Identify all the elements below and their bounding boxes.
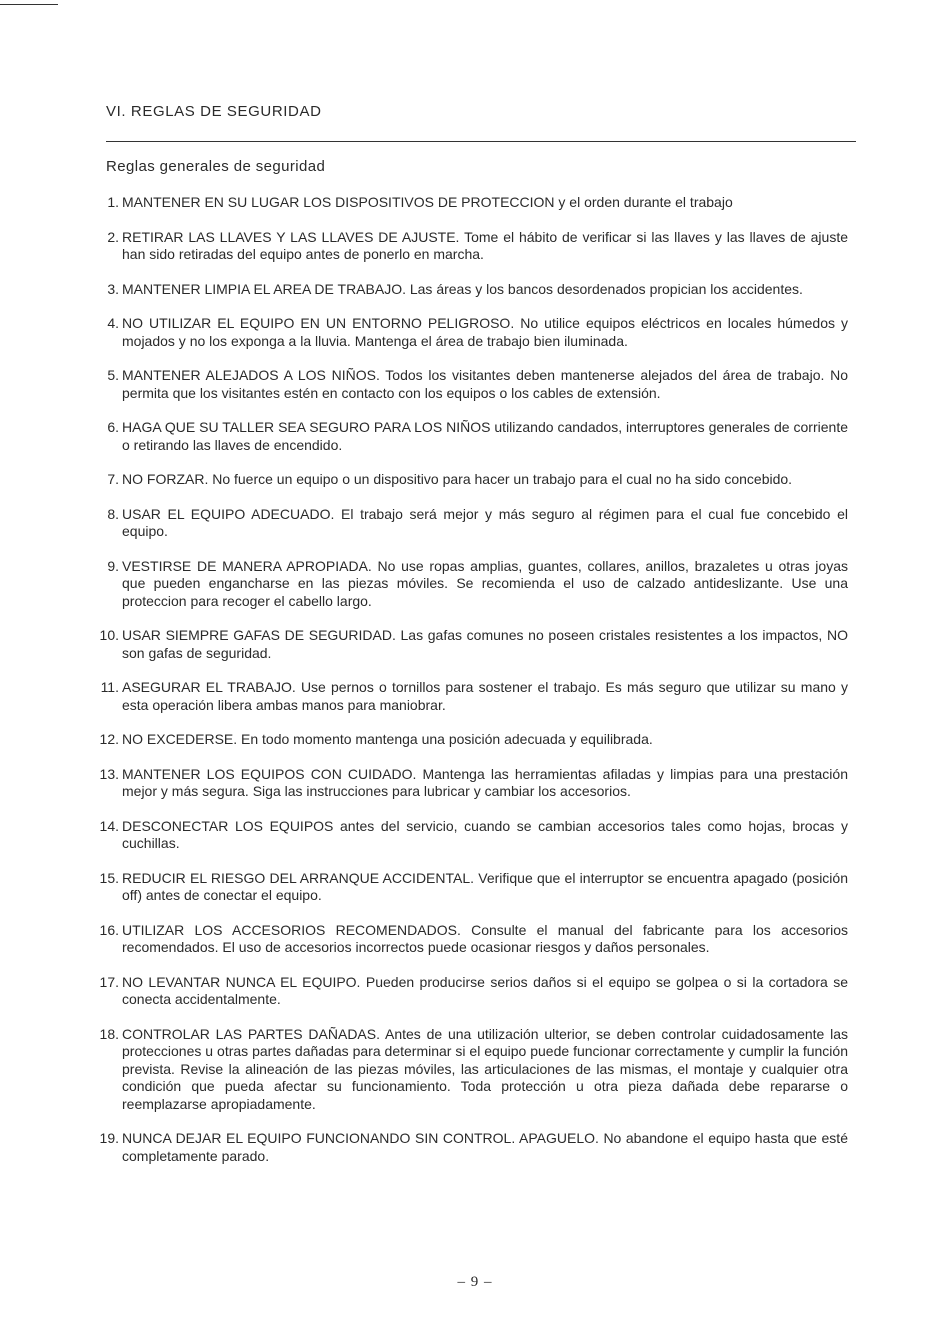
rule-text: RETIRAR LAS LLAVES Y LAS LLAVES DE AJUSTE. Tome el hábito de verificar si las llaves y las llaves de ajuste han sido retiradas del equipo antes de ponerlo en marcha. bbox=[122, 228, 848, 262]
rule-number: 4. bbox=[107, 315, 119, 331]
rule-item-2 bbox=[92, 229, 848, 264]
safety-rules-list bbox=[92, 194, 848, 1182]
rule-item-11 bbox=[92, 679, 848, 714]
rule-number: 14. bbox=[99, 817, 119, 834]
rule-number: 17. bbox=[99, 973, 119, 990]
rule-item-17 bbox=[92, 974, 848, 1009]
rule-number: 6. bbox=[107, 419, 119, 435]
rule-number: 9. bbox=[107, 557, 119, 574]
rule-item-18 bbox=[92, 1026, 848, 1114]
rule-text: MANTENER LIMPIA EL AREA DE TRABAJO. Las áreas y los bancos desordenados propician los accidentes. bbox=[122, 280, 803, 297]
rule-text: USAR EL EQUIPO ADECUADO. El trabajo será mejor y más seguro al régimen para el cual fue concebido el equipo. bbox=[122, 505, 848, 539]
rule-number: 3. bbox=[107, 280, 119, 297]
rule-text: MANTENER ALEJADOS A LOS NIÑOS. Todos los visitantes deben mantenerse alejados del área de trabajo. No permita que los visitantes estén en contacto con los equipos o los cables de extensión. bbox=[122, 367, 848, 401]
rule-item-3 bbox=[92, 281, 848, 299]
rule-item-6 bbox=[92, 419, 848, 454]
rule-text: NO EXCEDERSE. En todo momento mantenga una posición adecuada y equilibrada. bbox=[122, 731, 653, 747]
rule-text: NUNCA DEJAR EL EQUIPO FUNCIONANDO SIN CONTROL. APAGUELO. No abandone el equipo hasta que esté completamente parado. bbox=[122, 1130, 848, 1164]
rule-number: 2. bbox=[107, 228, 119, 245]
rule-item-4 bbox=[92, 315, 848, 350]
rule-number: 11. bbox=[100, 679, 119, 695]
rule-text: MANTENER EN SU LUGAR LOS DISPOSITIVOS DE PROTECCION y el orden durante el trabajo bbox=[122, 194, 733, 210]
rule-item-9 bbox=[92, 558, 848, 611]
rule-text: ASEGURAR EL TRABAJO. Use pernos o tornillos para sostener el trabajo. Es más seguro que utilizar su mano y esta operación libera ambas manos para maniobrar. bbox=[122, 679, 848, 713]
rule-text: NO UTILIZAR EL EQUIPO EN UN ENTORNO PELIGROSO. No utilice equipos eléctricos en locales húmedos y mojados y no los exponga a la lluvia. Mantenga el área de trabajo bien iluminada. bbox=[122, 315, 848, 349]
rule-text: CONTROLAR LAS PARTES DAÑADAS. Antes de una utilización ulterior, se deben controlar cuidadosamente las protecciones u otras partes dañadas para determinar si el equipo puede funcionar correctamente y cumplir la función prevista. Revise la alineación de las piezas móviles, las articulaciones de las mismas, el montaje y cualquier otra condición que pueda afectar su funcionamiento. Toda protección u otra pieza dañada debe repararse o reemplazarse apropiadamente. bbox=[122, 1025, 848, 1112]
rule-number: 15. bbox=[99, 869, 119, 886]
rule-text: USAR SIEMPRE GAFAS DE SEGURIDAD. Las gafas comunes no poseen cristales resistentes a los impactos, NO son gafas de seguridad. bbox=[122, 627, 848, 661]
rule-number: 18. bbox=[99, 1025, 119, 1042]
rule-item-13 bbox=[92, 766, 848, 801]
rule-item-7 bbox=[92, 471, 848, 489]
rule-number: 8. bbox=[107, 505, 119, 522]
rule-number: 1. bbox=[107, 194, 119, 210]
rule-item-8 bbox=[92, 506, 848, 541]
rule-item-14 bbox=[92, 818, 848, 853]
title-divider bbox=[106, 141, 856, 142]
rule-item-1 bbox=[92, 194, 848, 212]
rule-text: REDUCIR EL RIESGO DEL ARRANQUE ACCIDENTAL. Verifique que el interruptor se encuentra apagado (posición off) antes de conectar el equipo. bbox=[122, 869, 848, 903]
rule-text: MANTENER LOS EQUIPOS CON CUIDADO. Mantenga las herramientas afiladas y limpias para una prestación mejor y más segura. Siga las instrucciones para lubricar y cambiar los accesorios. bbox=[122, 765, 848, 799]
rule-number: 10. bbox=[99, 627, 119, 643]
rule-text: HAGA QUE SU TALLER SEA SEGURO PARA LOS NIÑOS utilizando candados, interruptores generales de corriente o retirando las llaves de encendido. bbox=[122, 419, 848, 453]
rule-number: 16. bbox=[99, 921, 119, 938]
rule-text: DESCONECTAR LOS EQUIPOS antes del servicio, cuando se cambian accesorios tales como hojas, brocas y cuchillas. bbox=[122, 817, 848, 851]
section-title: VI. REGLAS DE SEGURIDAD bbox=[106, 103, 322, 120]
rule-number: 7. bbox=[107, 471, 119, 487]
rule-text: VESTIRSE DE MANERA APROPIADA. No use ropas amplias, guantes, collares, anillos, brazaletes u otras joyas que pueden engancharse en las piezas móviles. Se recomienda el uso de calzado antideslizante. Use una proteccion para recoger el cabello largo. bbox=[122, 557, 848, 609]
page-number: – 9 – bbox=[457, 1274, 493, 1290]
rule-number: 19. bbox=[99, 1130, 119, 1146]
rule-item-12 bbox=[92, 731, 848, 749]
rule-item-10 bbox=[92, 627, 848, 662]
rule-number: 13. bbox=[99, 765, 119, 782]
rule-text: NO FORZAR. No fuerce un equipo o un dispositivo para hacer un trabajo para el cual no ha sido concebido. bbox=[122, 471, 793, 487]
rule-number: 5. bbox=[107, 367, 119, 383]
rule-item-15 bbox=[92, 870, 848, 905]
corner-scan-mark bbox=[0, 4, 58, 5]
rule-text: NO LEVANTAR NUNCA EL EQUIPO. Pueden producirse serios daños si el equipo se golpea o si la cortadora se conecta accidentalmente. bbox=[122, 973, 848, 1007]
subsection-title: Reglas generales de seguridad bbox=[106, 158, 326, 175]
rule-item-5 bbox=[92, 367, 848, 402]
rule-item-19 bbox=[92, 1130, 848, 1165]
rule-text: UTILIZAR LOS ACCESORIOS RECOMENDADOS. Consulte el manual del fabricante para los accesorios recomendados. El uso de accesorios incorrectos puede ocasionar riesgos y daños personales. bbox=[122, 921, 848, 955]
rule-item-16 bbox=[92, 922, 848, 957]
rule-number: 12. bbox=[99, 731, 119, 747]
